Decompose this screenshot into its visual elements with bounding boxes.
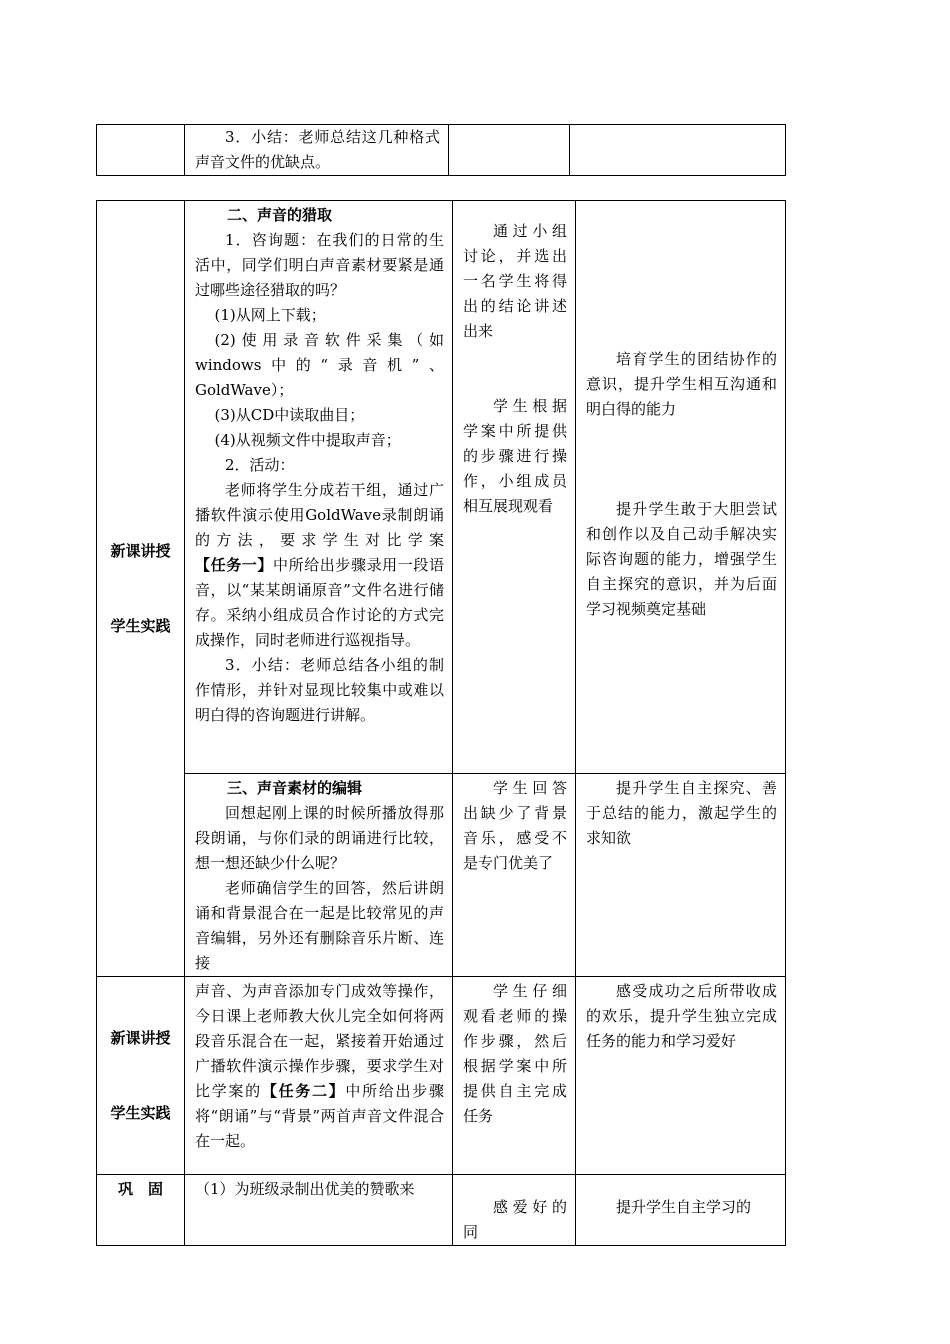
section2-content <box>185 201 453 774</box>
method-item-1: (1)从网上下载； <box>214 306 326 324</box>
section2-goal <box>576 201 786 774</box>
method-item-3: (3)从CD中读取曲目； <box>214 406 365 424</box>
top-student-cell <box>449 125 570 176</box>
section2-heading: 二、声音的猎取 <box>227 206 333 224</box>
goal-2: 提升学生敢于大胆尝试和创作以及自己动手解决实际咨询题的能力，增强学生自主探究的意识，并为后面学习视频奠定基础 <box>586 500 777 618</box>
section5-goal <box>576 1175 786 1246</box>
label-cell-3 <box>97 1175 185 1246</box>
section2-student <box>453 201 576 774</box>
activity-text <box>195 478 444 653</box>
practice-label-2: 学生实践 <box>110 1103 171 1122</box>
section4-student-text: 学生仔细观看老师的操作步骤，然后根据学案中所提供自主完成任务 <box>463 982 567 1125</box>
top-content-cell <box>185 125 449 176</box>
section3-text-1: 回想起刚上课的时候所播放得那段朗诵，与你们录的朗诵进行比较，想一想还缺少什么呢？ <box>195 804 444 872</box>
section4-goal-text: 感受成功之后所带收成的欢乐，提升学生独立完成任务的能力和学习爱好 <box>586 982 777 1050</box>
top-table <box>96 124 786 176</box>
section3-goal-text: 提升学生自主探究、善于总结的能力，激起学生的求知欲 <box>586 779 777 847</box>
section3-text-2: 老师确信学生的回答，然后讲朗诵和背景混合在一起是比较常见的声音编辑，另外还有删除音乐片断、连接 <box>195 879 444 972</box>
top-goal-cell <box>570 125 786 176</box>
section4-text-c: 中所给出步骤将“朗诵”与“背景”两首声音文件混合在一起。 <box>195 1082 444 1150</box>
new-lesson-label-2: 新课讲授 <box>110 1028 171 1047</box>
section4-goal <box>576 977 786 1175</box>
section4-student <box>453 977 576 1175</box>
summary-text: 3．小结：老师总结各小组的制作情形，并针对显现比较集中或难以明白得的咨询题进行讲解。 <box>195 656 444 724</box>
section4-content <box>185 977 453 1175</box>
student-activity-1: 通过小组讨论，并选出一名学生将得出的结论讲述出来 <box>463 222 567 340</box>
method-item-2: (2)使用录音软件采集（如windows中的“录音机”、GoldWave）； <box>195 331 444 399</box>
activity-text-a: 老师将学生分成若干组，通过广播软件演示使用GoldWave录制朗诵的方法，要求学生对比学案 <box>195 481 444 549</box>
section5-student <box>453 1175 576 1246</box>
task2-label: 【任务二】 <box>261 1082 346 1100</box>
section3-student-text: 学生回答出缺少了背景音乐，感受不是专门优美了 <box>463 779 567 872</box>
activity-heading: 2．活动： <box>225 456 295 474</box>
section3-heading: 三、声音素材的编辑 <box>227 779 363 797</box>
section3-goal <box>576 774 786 977</box>
question-text: 1．咨询题：在我们的日常的生活中，同学们明白声音素材要紧是通过哪些途径猎取的吗？ <box>195 231 444 299</box>
section3-content <box>185 774 453 977</box>
section5-student-text: 感爱好的同 <box>463 1198 567 1241</box>
section5-content <box>185 1175 453 1246</box>
activity-text-c: 中所给出步骤录用一段语音，以“某某朗诵原音”文件名进行储存。采纳小组成员合作讨论的方式完成操作，同时老师进行巡视指导。 <box>195 556 444 649</box>
student-activity-2: 学生根据学案中所提供的步骤进行操作，小组成员相互展现观看 <box>463 397 567 515</box>
new-lesson-label: 新课讲授 <box>110 541 171 560</box>
top-label-cell <box>97 125 185 176</box>
main-table <box>96 200 786 1246</box>
section5-goal-text: 提升学生自主学习的 <box>616 1198 752 1216</box>
top-summary-text: 3．小结：老师总结这几种格式声音文件的优缺点。 <box>195 128 440 171</box>
section5-text: （1）为班级录制出优美的赞歌来 <box>195 1180 415 1198</box>
practice-label: 学生实践 <box>110 616 171 635</box>
method-item-4: (4)从视频文件中提取声音； <box>214 431 401 449</box>
section3-student <box>453 774 576 977</box>
goal-1: 培育学生的团结协作的意识，提升学生相互沟通和明白得的能力 <box>586 350 777 418</box>
label-cell-1 <box>97 201 185 977</box>
task1-label: 【任务一】 <box>195 556 273 574</box>
section4-text-a: 声音、为声音添加专门成效等操作，今日课上老师教大伙儿完全如何将两段音乐混合在一起，紧接着开始通过广播软件演示操作步骤，要求学生对比学案的 <box>195 982 444 1100</box>
label-cell-2 <box>97 977 185 1175</box>
section4-text <box>195 979 444 1154</box>
consolidate-label: 巩 固 <box>117 1180 163 1198</box>
